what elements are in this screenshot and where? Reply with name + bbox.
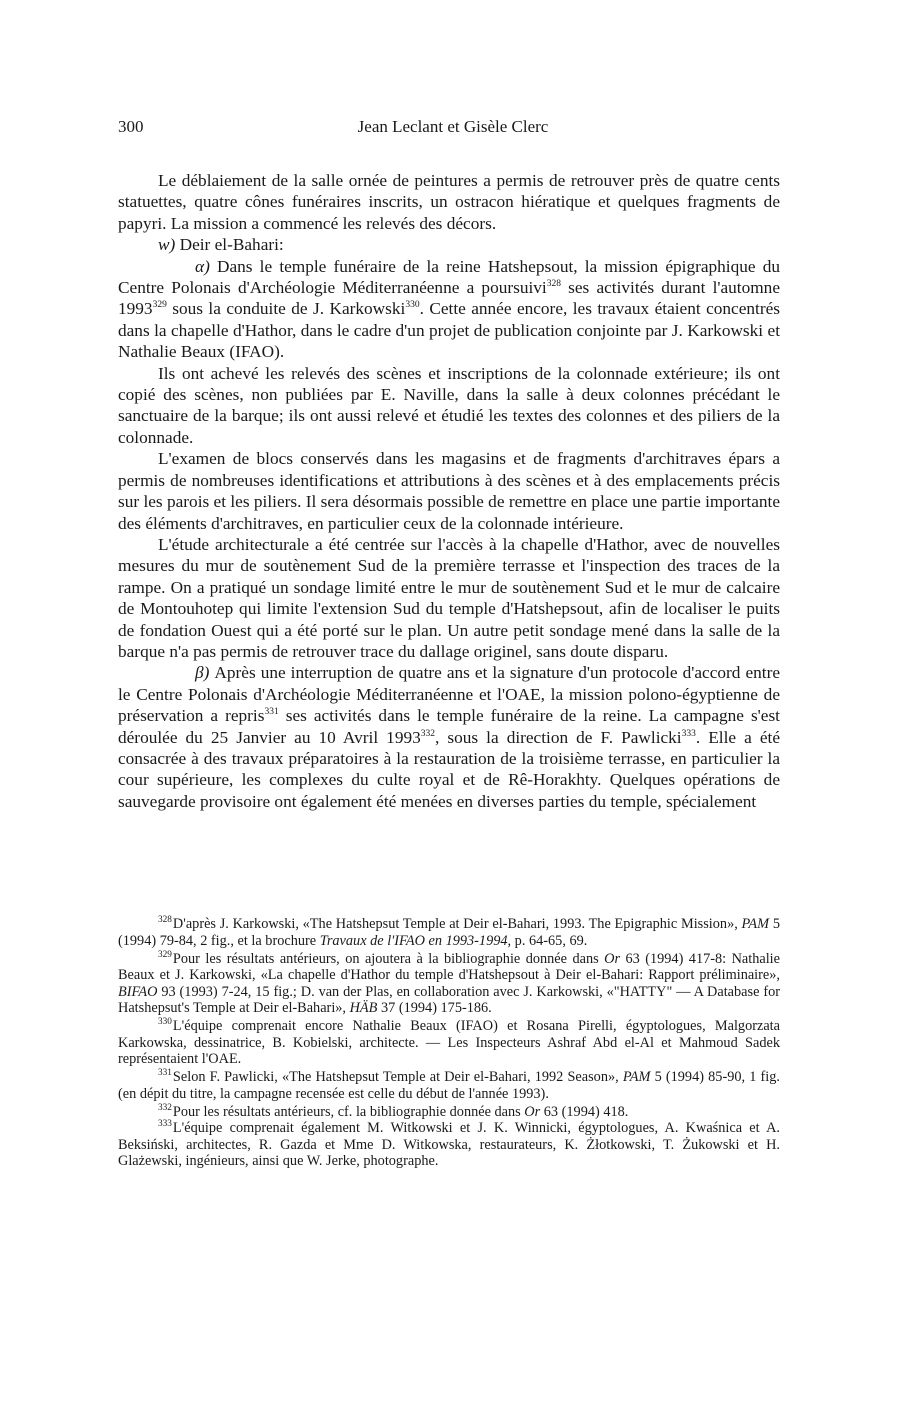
text-run: 63 (1994) 417-8: Nathalie Beaux et J. Karkowski, «La chapelle d'Hathor du temple d'Hatshepsout à Deir el-Bahari: Rapport préliminaire», bbox=[118, 950, 780, 983]
paragraph-releves: Ils ont achevé les relevés des scènes et inscriptions de la colonnade extérieure; ils ont copié des scènes, non publiées par E. Naville, dans la salle à deux colonnes précédant le sanctuaire de la barque; ils ont aussi relevé et étudié les textes des colonnes et des piliers de la colonnade. bbox=[118, 363, 780, 447]
text-run: 5 (1994) 85-90, 1 fig. (en dépit du titre, la campagne recensée est celle du début de l'année 1993). bbox=[118, 1069, 780, 1102]
text-run: L'équipe comprenait encore Nathalie Beaux (IFAO) et Rosana Pirelli, égyptologues, Malgorzata Karkowska, dessinatrice, B. Kobielski, architecte. — Les Inspecteurs Ashraf Abd el-Al et Mahmoud Sadek représentaient l'OAE. bbox=[118, 1018, 780, 1067]
text-run: 93 (1993) 7-24, 15 fig.; D. van der Plas, en collaboration avec J. Karkowski, «"HATTY" — A Database for Hatshepsut's Temple at Deir el-Bahari», bbox=[118, 983, 780, 1016]
journal-abbrev: Or bbox=[524, 1103, 541, 1120]
section-heading-deir-el-bahari bbox=[118, 234, 780, 255]
paragraph-salle-peintures: Le déblaiement de la salle ornée de peintures a permis de retrouver près de quatre cents statuettes, quatre cônes funéraires inscrits, un ostracon hiératique et quelques fragments de papyri. La mission a commencé les relevés des décors. bbox=[118, 171, 780, 233]
footnote-333 bbox=[118, 1120, 780, 1170]
footnote-ref-328: 328 bbox=[546, 279, 561, 290]
section-label: w) bbox=[158, 235, 176, 255]
text-run: . Elle a été consacrée à des travaux préparatoires à la restauration de la troisième terrasse, en particulier la cour supérieure, les complexes du culte royal et de Rê-Horakhty. Quelques opérations de sauvegarde provisoire ont également été menées en diverses parties du temple, spécialement bbox=[118, 727, 781, 811]
footnote-ref-333: 333 bbox=[681, 728, 696, 739]
journal-abbrev: Or bbox=[604, 950, 621, 967]
paragraph-examen-blocs: L'examen de blocs conservés dans les magasins et de fragments d'architraves épars a permis de nombreuses identifications et attributions à des scènes et à des emplacements précis sur les parois et les piliers. Il sera désormais possible de remettre en place une partie importante des éléments d'architraves, en particulier ceux de la colonnade intérieure. bbox=[118, 449, 780, 533]
text-run: sous la conduite de J. Karkowski bbox=[172, 299, 406, 319]
text-run: ses activités dans le temple funéraire de la reine. La campagne s'est déroulée du 25 Janvier au 10 Avril 1993 bbox=[118, 706, 780, 747]
text-run: , sous la direction de F. Pawlicki bbox=[435, 727, 682, 747]
text-run: L'équipe comprenait également M. Witkowski et J. K. Winnicki, égyptologues, A. Kwaśnica et A. Beksiński, architectes, R. Gazda et Mme D. Witkowska, restaurateurs, K. Żłotkowski, T. Żukowski et H. Glażewski, ingénieurs, ainsi que W. Jerke, photographe. bbox=[118, 1120, 780, 1169]
journal-abbrev: HÄB bbox=[349, 1000, 378, 1016]
paragraph-etude-architecturale: L'étude architecturale a été centrée sur l'accès à la chapelle d'Hathor, avec de nouvelles mesures du mur de soutènement Sud de la première terrasse et l'inspection des traces de la rampe. On a pratiqué un sondage limité entre le mur de soutènement Sud et le mur de calcaire de Montouhotep qui limite l'extension Sud du temple d'Hatshepsout, afin de localiser le puits de fondation Ouest qui a été porté sur le plan. Un autre petit sondage mené dans la salle de la barque n'a pas permis de retrouver trace du dallage originel, sans doute disparu. bbox=[118, 534, 780, 661]
paragraph-alpha bbox=[118, 256, 780, 363]
text-run: 63 (1994) 418. bbox=[540, 1103, 629, 1120]
journal-abbrev: PAM bbox=[622, 1069, 651, 1085]
footnote-328 bbox=[118, 916, 780, 949]
text-run: ses activités durant l'automne 1993 bbox=[118, 278, 780, 319]
journal-abbrev: BIFAO bbox=[118, 983, 158, 1000]
journal-abbrev: PAM bbox=[741, 916, 770, 932]
section-title: Deir el-Bahari: bbox=[179, 235, 284, 255]
running-header bbox=[118, 117, 778, 141]
footnote-number: 329 bbox=[158, 949, 172, 960]
text-run: Selon F. Pawlicki, «The Hatshepsut Temple at Deir el-Bahari, 1992 Season», bbox=[172, 1069, 623, 1085]
subsection-label-beta: β) bbox=[195, 663, 210, 683]
text-run: Pour les résultats antérieurs, on ajoutera à la bibliographie donnée dans bbox=[172, 950, 605, 967]
footnote-number: 333 bbox=[158, 1119, 172, 1130]
paragraph-beta bbox=[118, 662, 780, 812]
footnote-ref-332: 332 bbox=[420, 728, 435, 739]
footnote-330 bbox=[118, 1018, 780, 1068]
text-run: D'après J. Karkowski, «The Hatshepsut Temple at Deir el-Bahari, 1993. The Epigraphic Mission», bbox=[172, 916, 742, 932]
page-number: 300 bbox=[118, 117, 144, 136]
publication-title: Travaux de l'IFAO en 1993-1994, bbox=[319, 932, 512, 949]
text-run: p. 64-65, 69. bbox=[511, 932, 588, 949]
main-text bbox=[118, 170, 780, 812]
text-run: 37 (1994) 175-186. bbox=[377, 1000, 492, 1016]
running-title: Jean Leclant et Gisèle Clerc bbox=[357, 117, 549, 136]
text-run: 5 (1994) 79-84, 2 fig., et la brochure bbox=[118, 916, 780, 949]
text-run: Pour les résultats antérieurs, cf. la bibliographie donnée dans bbox=[172, 1103, 525, 1120]
footnote-ref-329: 329 bbox=[152, 300, 167, 311]
footnote-number: 328 bbox=[158, 915, 172, 926]
footnote-number: 330 bbox=[158, 1017, 172, 1028]
subsection-label-alpha: α) bbox=[195, 256, 210, 276]
footnote-ref-330: 330 bbox=[405, 300, 420, 311]
footnote-329 bbox=[118, 951, 780, 1017]
text-run: Après une interruption de quatre ans et la signature d'un protocole d'accord entre le Centre Polonais d'Archéologie Méditerranéenne et l'OAE, la mission polono-égyptienne de préservation a repris bbox=[118, 663, 780, 726]
text-run: Dans le temple funéraire de la reine Hatshepsout, la mission épigraphique du Centre Polonais d'Archéologie Méditerranéenne a poursuivi bbox=[118, 256, 780, 298]
footnote-number: 331 bbox=[158, 1068, 172, 1079]
footnote-ref-331: 331 bbox=[264, 707, 279, 718]
text-run: . Cette année encore, les travaux étaient concentrés dans la chapelle d'Hathor, dans le cadre d'un projet de publication conjointe par J. Karkowski et Nathalie Beaux (IFAO). bbox=[118, 299, 780, 362]
footnote-332 bbox=[118, 1104, 780, 1121]
footnote-number: 332 bbox=[158, 1102, 172, 1113]
footnote-331 bbox=[118, 1069, 780, 1102]
footnotes bbox=[118, 916, 780, 1171]
